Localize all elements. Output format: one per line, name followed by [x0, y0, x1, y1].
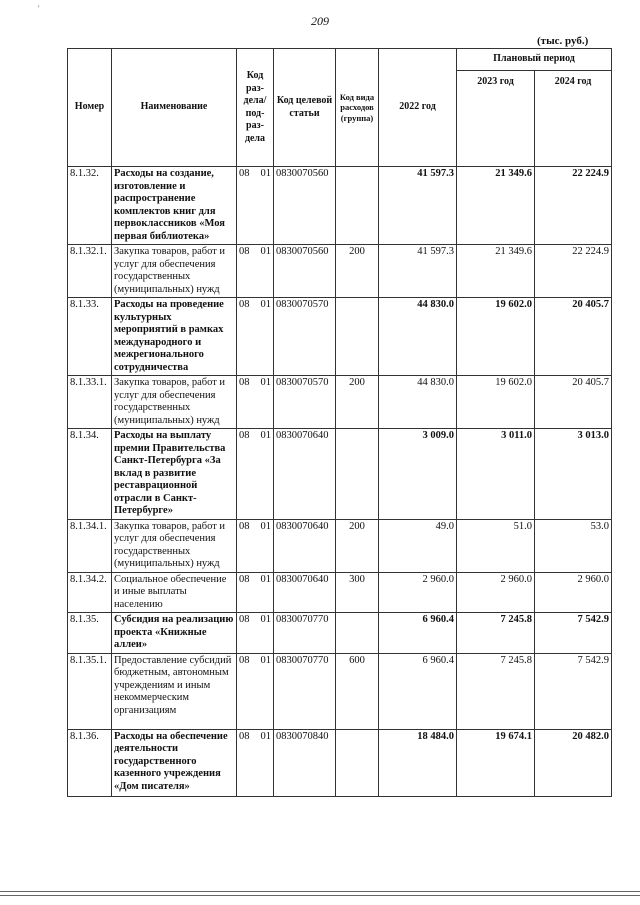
row-expense-type: 200 [336, 519, 379, 572]
table-row [68, 298, 612, 376]
row-amount-2024: 20 405.7 [535, 376, 612, 429]
row-number: 8.1.33.1. [68, 376, 112, 429]
units-label: (тыс. руб.) [537, 35, 589, 47]
row-amount-2022: 44 830.0 [379, 376, 457, 429]
razdel: 08 [239, 730, 250, 742]
row-amount-2022: 41 597.3 [379, 245, 457, 298]
podrazdel: 01 [260, 246, 271, 257]
row-name: Закупка товаров, работ и услуг для обеспечения государственных (муниципальных) нужд [112, 245, 237, 298]
razdel: 08 [239, 654, 250, 666]
row-target-code: 0830070570 [274, 298, 336, 376]
row-amount-2023: 51.0 [457, 519, 535, 572]
row-amount-2024: 2 960.0 [535, 572, 612, 613]
header-expense-type-code: Код вида расходов (группа) [336, 49, 379, 167]
row-name: Предоставление субсидий бюджетным, автономным учреждениям и иным некоммерческим организациям [112, 653, 237, 729]
podrazdel: 01 [260, 520, 271, 532]
row-amount-2024: 20 405.7 [535, 298, 612, 376]
row-number: 8.1.34. [68, 429, 112, 520]
bottom-rule [0, 891, 640, 892]
row-number: 8.1.36. [68, 729, 112, 796]
razdel: 08 [239, 299, 250, 310]
row-expense-type [336, 298, 379, 376]
table-row [68, 653, 612, 729]
row-expense-type [336, 613, 379, 654]
row-amount-2022: 3 009.0 [379, 429, 457, 520]
row-amount-2023: 3 011.0 [457, 429, 535, 520]
table-row [68, 245, 612, 298]
row-section-code [237, 653, 274, 729]
row-expense-type: 200 [336, 245, 379, 298]
row-target-code: 0830070640 [274, 429, 336, 520]
row-expense-type: 600 [336, 653, 379, 729]
row-name: Субсидия на реализацию проекта «Книжные аллеи» [112, 613, 237, 654]
row-amount-2024: 20 482.0 [535, 729, 612, 796]
row-amount-2024: 53.0 [535, 519, 612, 572]
podrazdel: 01 [260, 654, 271, 666]
row-amount-2023: 7 245.8 [457, 653, 535, 729]
page-number: 209 [311, 14, 329, 28]
table-row [68, 572, 612, 613]
row-number: 8.1.35.1. [68, 653, 112, 729]
podrazdel: 01 [260, 730, 271, 742]
header-year-2023: 2023 год [457, 71, 535, 167]
row-amount-2024: 3 013.0 [535, 429, 612, 520]
row-section-code [237, 519, 274, 572]
row-section-code [237, 167, 274, 245]
podrazdel: 01 [260, 573, 271, 585]
row-target-code: 0830070640 [274, 572, 336, 613]
row-target-code: 0830070770 [274, 613, 336, 654]
row-amount-2022: 41 597.3 [379, 167, 457, 245]
row-name: Расходы на создание, изготовление и распространение комплектов книг для первоклассников «Моя первая библиотека» [112, 167, 237, 245]
header-name: Наименование [112, 49, 237, 167]
budget-table [67, 48, 612, 797]
row-amount-2024: 22 224.9 [535, 245, 612, 298]
row-number: 8.1.32. [68, 167, 112, 245]
podrazdel: 01 [260, 430, 271, 441]
razdel: 08 [239, 168, 250, 179]
row-name: Расходы на проведение культурных мероприятий в рамках международного и межрегионального сотрудничества [112, 298, 237, 376]
row-amount-2023: 19 674.1 [457, 729, 535, 796]
row-amount-2023: 21 349.6 [457, 245, 535, 298]
table-row [68, 429, 612, 520]
podrazdel: 01 [260, 299, 271, 310]
header-planning-period: Плановый период [457, 49, 612, 71]
podrazdel: 01 [260, 377, 271, 388]
row-name: Расходы на выплату премии Правительства Санкт-Петербурга «За вклад в развитие реставрационной отрасли в Санкт-Петербурге» [112, 429, 237, 520]
row-target-code: 0830070840 [274, 729, 336, 796]
bottom-rule-2 [0, 895, 640, 896]
row-amount-2022: 2 960.0 [379, 572, 457, 613]
podrazdel: 01 [260, 614, 271, 625]
header-section-code: Код раз-дела/ под-раз-дела [237, 49, 274, 167]
row-target-code: 0830070770 [274, 653, 336, 729]
row-target-code: 0830070570 [274, 376, 336, 429]
row-section-code [237, 429, 274, 520]
row-amount-2023: 19 602.0 [457, 376, 535, 429]
row-amount-2023: 2 960.0 [457, 572, 535, 613]
row-name: Закупка товаров, работ и услуг для обеспечения государственных (муниципальных) нужд [112, 519, 237, 572]
razdel: 08 [239, 614, 250, 625]
row-number: 8.1.34.1. [68, 519, 112, 572]
row-number: 8.1.32.1. [68, 245, 112, 298]
table-row [68, 613, 612, 654]
row-amount-2023: 19 602.0 [457, 298, 535, 376]
razdel: 08 [239, 520, 250, 532]
row-section-code [237, 572, 274, 613]
row-amount-2023: 21 349.6 [457, 167, 535, 245]
razdel: 08 [239, 430, 250, 441]
row-number: 8.1.34.2. [68, 572, 112, 613]
table-row [68, 167, 612, 245]
row-name: Социальное обеспечение и иные выплаты населению [112, 572, 237, 613]
row-target-code: 0830070560 [274, 167, 336, 245]
row-amount-2024: 22 224.9 [535, 167, 612, 245]
row-number: 8.1.33. [68, 298, 112, 376]
row-expense-type: 200 [336, 376, 379, 429]
table-body [68, 167, 612, 797]
row-target-code: 0830070640 [274, 519, 336, 572]
header-year-2024: 2024 год [535, 71, 612, 167]
razdel: 08 [239, 573, 250, 585]
razdel: 08 [239, 246, 250, 257]
row-amount-2023: 7 245.8 [457, 613, 535, 654]
row-section-code [237, 729, 274, 796]
row-name: Закупка товаров, работ и услуг для обеспечения государственных (муниципальных) нужд [112, 376, 237, 429]
row-amount-2022: 44 830.0 [379, 298, 457, 376]
header-target-code: Код целевой статьи [274, 49, 336, 167]
table-row [68, 519, 612, 572]
table-row [68, 729, 612, 796]
row-amount-2022: 49.0 [379, 519, 457, 572]
podrazdel: 01 [260, 168, 271, 179]
row-amount-2024: 7 542.9 [535, 653, 612, 729]
row-name: Расходы на обеспечение деятельности государственного казенного учреждения «Дом писателя» [112, 729, 237, 796]
header-number: Номер [68, 49, 112, 167]
row-expense-type [336, 429, 379, 520]
row-amount-2024: 7 542.9 [535, 613, 612, 654]
row-target-code: 0830070560 [274, 245, 336, 298]
row-section-code [237, 613, 274, 654]
row-amount-2022: 6 960.4 [379, 613, 457, 654]
row-amount-2022: 6 960.4 [379, 653, 457, 729]
row-section-code [237, 298, 274, 376]
row-number: 8.1.35. [68, 613, 112, 654]
table-header [68, 49, 612, 167]
row-expense-type [336, 167, 379, 245]
razdel: 08 [239, 377, 250, 388]
row-section-code [237, 376, 274, 429]
row-amount-2022: 18 484.0 [379, 729, 457, 796]
row-expense-type [336, 729, 379, 796]
scan-mark: ' [38, 4, 40, 13]
row-expense-type: 300 [336, 572, 379, 613]
header-year-2022: 2022 год [379, 49, 457, 167]
table-row [68, 376, 612, 429]
row-section-code [237, 245, 274, 298]
